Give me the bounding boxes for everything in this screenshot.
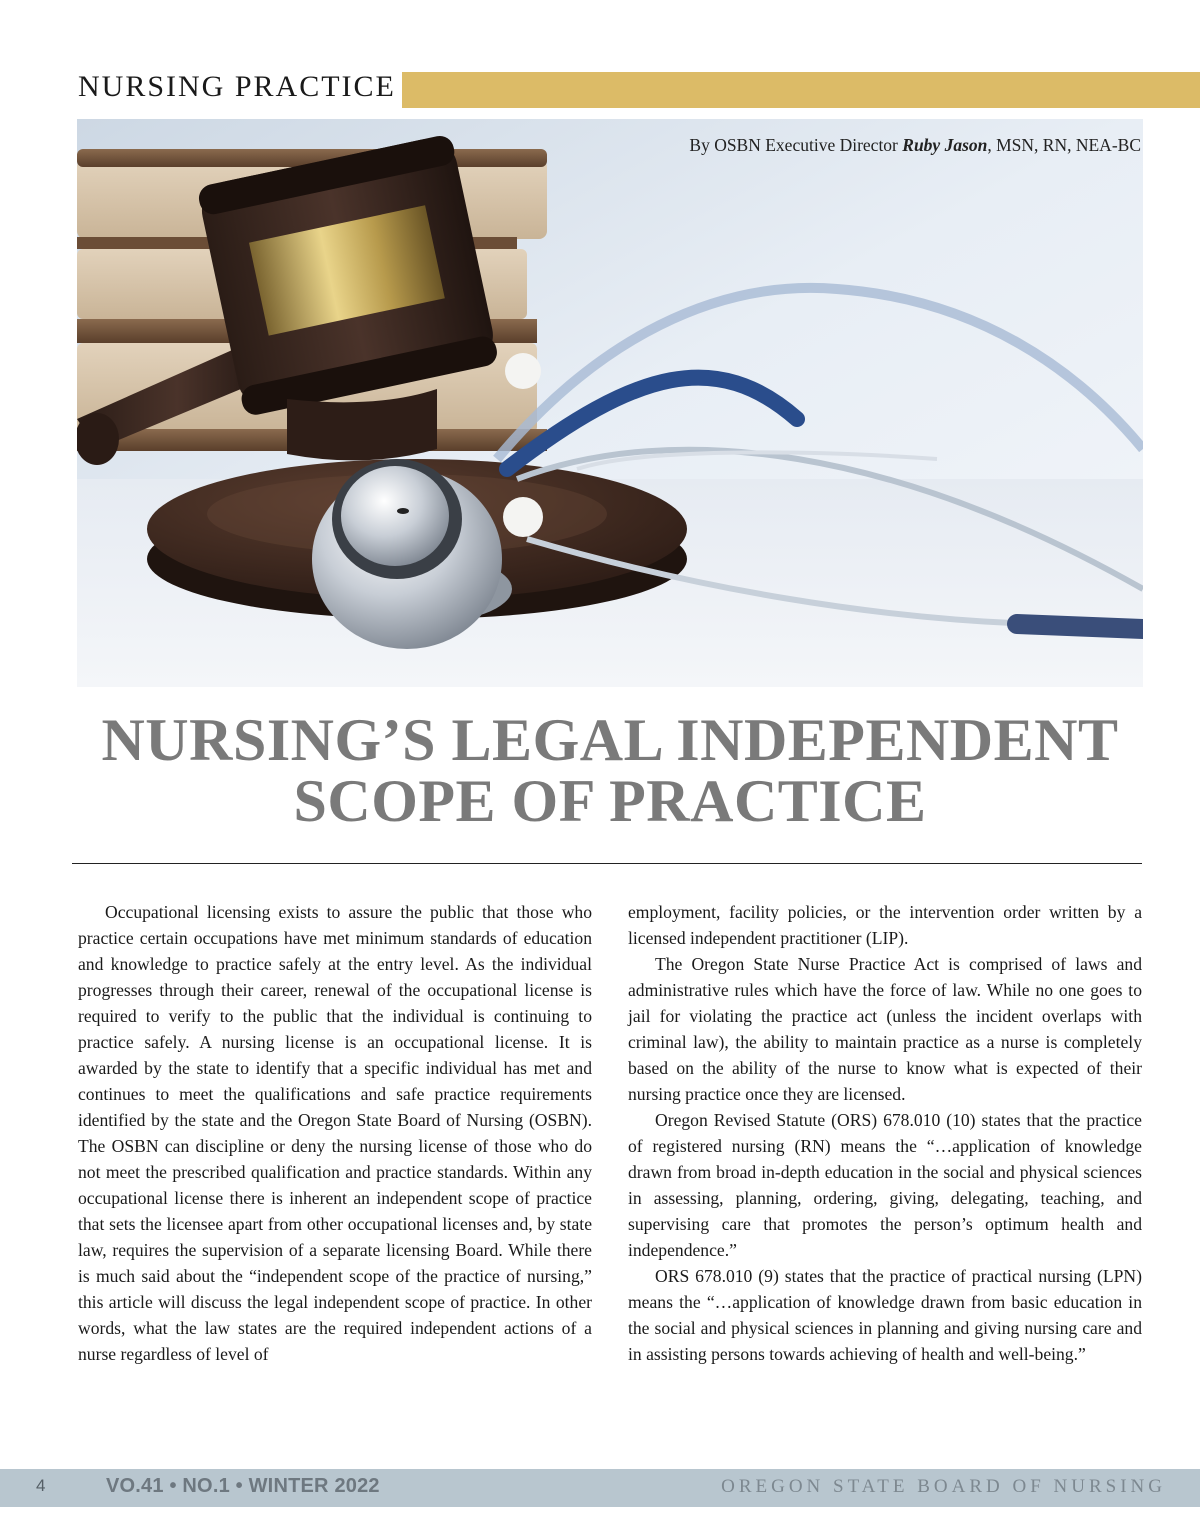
title-divider — [72, 863, 1142, 864]
organization-name: OREGON STATE BOARD OF NURSING — [721, 1476, 1166, 1497]
article-title-line-2: SCOPE OF PRACTICE — [293, 768, 927, 834]
page-number: 4 — [36, 1476, 46, 1495]
issue-info: VO.41 • NO.1 • WINTER 2022 — [106, 1475, 380, 1497]
paragraph: Occupational licensing exists to assure the public that those who practice certain occupations have met minimum standards of education and knowledge to practice safely at the entry level. As the individual progresses through their career, renewal of the occupational license is required to verify to the public that the individual is continuing to practice safely. A nursing license is an occupational license. It is awarded by the state to identify that a specific individual has met and continues to meet the qualifications and safe practice requirements identified by the state and the Oregon State Board of Nursing (OSBN). The OSBN can discipline or deny the nursing license of those who do not meet the prescribed qualification and practice standards. Within any occupational license there is inherent an independent scope of practice that sets the licensee apart from other occupational licenses and, by state law, requires the supervision of a separate licensing Board. While there is much said about the “independent scope of the practice of nursing,” this article will discuss the legal independent scope of practice. In other words, what the law states are the required independent actions of a nurse regardless of level of — [78, 902, 592, 1364]
gavel-stethoscope-illustration — [77, 119, 1143, 687]
author-name: Ruby Jason — [902, 135, 988, 155]
article-title — [60, 707, 1160, 834]
paragraph: The Oregon State Nurse Practice Act is comprised of laws and administrative rules which have the force of law. While no one goes to jail for violating the practice act (unless the incident overlaps with criminal law), the ability to maintain practice as a nurse is completely based on the ability of the nurse to know what is expected of their nursing practice once they are licensed. — [628, 954, 1142, 1104]
hero-image — [77, 119, 1143, 687]
byline — [689, 135, 1141, 156]
byline-prefix: By OSBN Executive Director — [689, 135, 903, 155]
article-column-right — [628, 899, 1142, 1367]
section-accent-bar — [402, 72, 1200, 108]
section-label: NURSING PRACTICE — [78, 70, 396, 103]
article-column-left — [78, 899, 592, 1367]
paragraph: Oregon Revised Statute (ORS) 678.010 (10) states that the practice of registered nursing (RN) means the “…application of knowledge drawn from broad in-depth education in the social and physical sciences in assessing, planning, ordering, giving, delegating, teaching, and supervising care that promotes the person’s optimum health and independence.” — [628, 1110, 1142, 1260]
article-title-line-1: NURSING’S LEGAL INDEPENDENT — [101, 707, 1119, 773]
paragraph-continued: employment, facility policies, or the intervention order written by a licensed independent practitioner (LIP). — [628, 902, 1142, 948]
byline-credentials: , MSN, RN, NEA-BC — [987, 135, 1141, 155]
paragraph: ORS 678.010 (9) states that the practice of practical nursing (LPN) means the “…application of knowledge drawn from basic education in the social and physical sciences in planning and giving nursing care and in assisting persons towards achieving of health and well-being.” — [628, 1266, 1142, 1364]
